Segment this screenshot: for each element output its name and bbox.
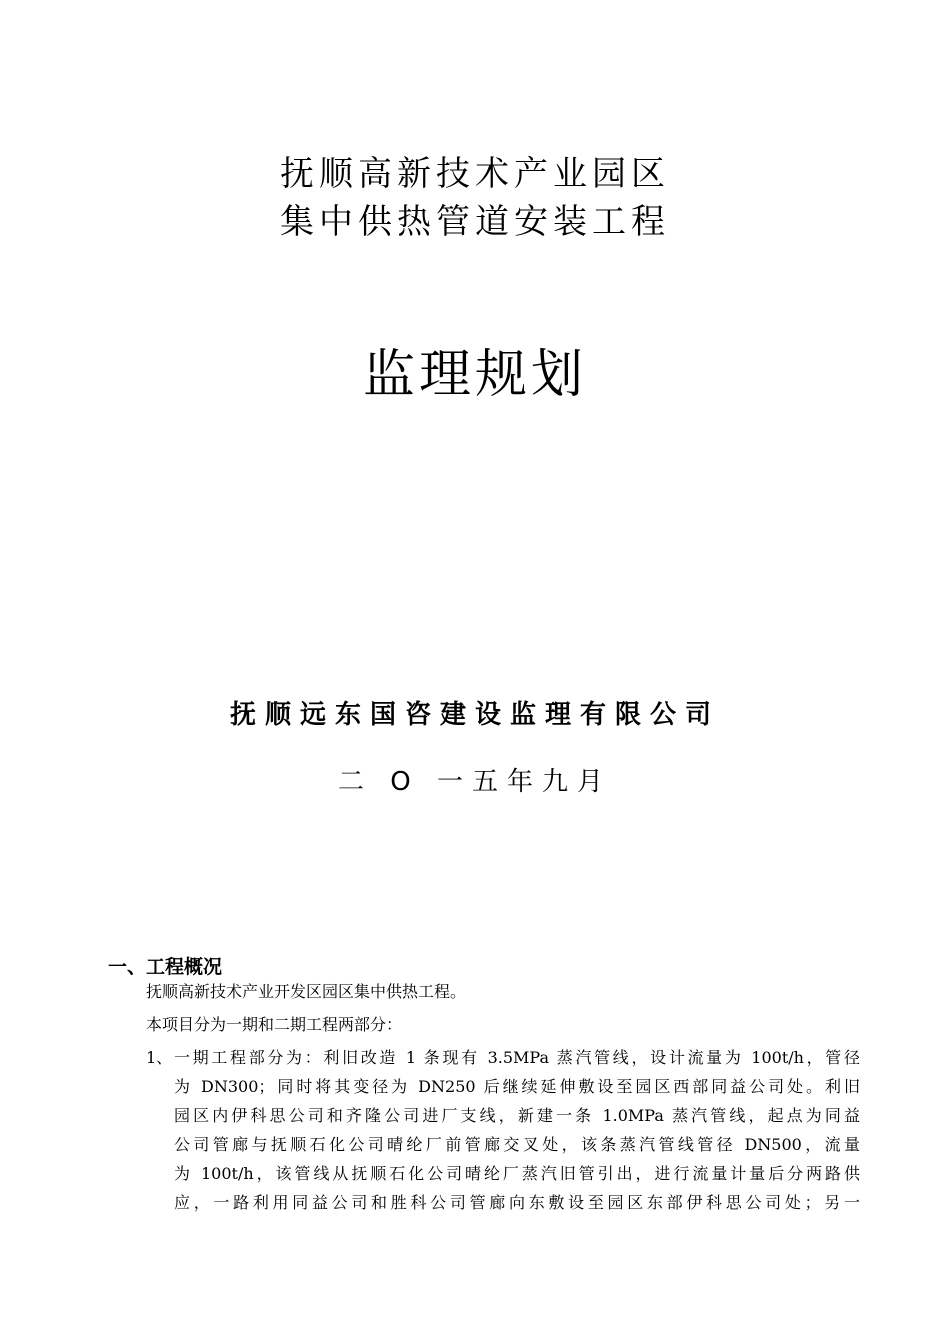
section-heading: 一、工程概况 [108,956,223,978]
list-item-line: 为 DN300；同时将其变径为 DN250 后继续延伸敷设至园区西部同益公司处。利旧 [174,1077,860,1096]
list-item-body [174,1043,860,1217]
list-item-line: 应，一路利用同益公司和胜科公司管廊向东敷设至园区东部伊科思公司处；另一 [174,1193,860,1212]
list-item-line: 一期工程部分为：利旧改造 1 条现有 3.5MPa 蒸汽管线，设计流量为 100t/h，管径 [174,1048,860,1067]
document-date: 二 O 一五年九月 [338,767,612,797]
project-title-line-1: 抚顺高新技术产业园区 [280,154,670,194]
list-item-line: 公司管廊与抚顺石化公司晴纶厂前管廊交叉处，该条蒸汽管线管径 DN500，流量 [174,1135,860,1154]
company-name: 抚顺远东国咨建设监理有限公司 [229,700,720,730]
list-item-line: 为 100t/h，该管线从抚顺石化公司晴纶厂蒸汽旧管引出，进行流量计量后分两路供 [174,1164,860,1183]
paragraph-project-parts: 本项目分为一期和二期工程两部分： [146,1015,403,1034]
project-title-line-2: 集中供热管道安装工程 [280,202,670,242]
list-item-phase-one [146,1043,860,1217]
document-title: 监理规划 [362,345,587,405]
paragraph-project-name: 抚顺高新技术产业开发区园区集中供热工程。 [146,982,467,1001]
list-item-number: 1、 [146,1048,173,1067]
list-item-line: 园区内伊科思公司和齐隆公司进厂支线，新建一条 1.0MPa 蒸汽管线，起点为同益 [174,1106,860,1125]
